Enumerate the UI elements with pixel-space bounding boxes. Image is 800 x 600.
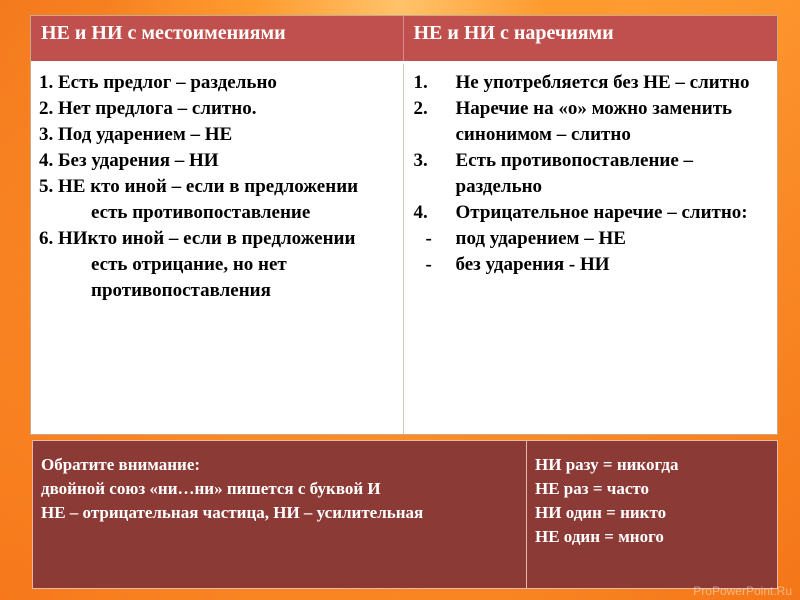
rules-table-header bbox=[31, 16, 777, 62]
example-line: НИ разу = никогда bbox=[535, 455, 679, 474]
list-item: 5. НЕ кто иной – если в предложении есть противопоставление bbox=[39, 175, 359, 223]
adverbs-cell bbox=[403, 62, 777, 434]
rules-table bbox=[31, 16, 777, 434]
attention-note bbox=[33, 441, 527, 589]
list-item: 4. Без ударения – НИ bbox=[39, 149, 219, 171]
list-item: 3. Под ударением – НЕ bbox=[39, 123, 233, 145]
list-item: - без ударения - НИ bbox=[425, 253, 610, 275]
rules-table-body bbox=[31, 62, 777, 434]
examples-note bbox=[527, 441, 778, 589]
list-item: 2. Нет предлога – слитно. bbox=[39, 97, 257, 119]
list-item: 6. НИкто иной – если в предложении есть отрицание, но нет противопоставления bbox=[39, 227, 356, 301]
note-line: двойной союз «ни…ни» пишется с буквой И bbox=[41, 479, 381, 498]
adverbs-rules-list bbox=[412, 70, 772, 278]
watermark: ProPowerPoint.Ru bbox=[693, 584, 792, 598]
list-item: 2. Наречие на «о» можно заменить синонимом – слитно bbox=[413, 97, 733, 145]
header-adverbs: НЕ и НИ с наречиями bbox=[403, 16, 777, 62]
header-pronouns: НЕ и НИ с местоимениями bbox=[31, 16, 403, 62]
example-line: НЕ раз = часто bbox=[535, 479, 650, 498]
example-line: НИ один = никто bbox=[535, 503, 667, 522]
notes-table bbox=[32, 440, 778, 589]
list-item: 1. Не употребляется без НЕ – слитно bbox=[413, 71, 750, 93]
example-line: НЕ один = много bbox=[535, 527, 664, 546]
list-item: - под ударением – НЕ bbox=[425, 227, 626, 249]
pronouns-rules-list bbox=[39, 70, 397, 304]
notes-row bbox=[33, 441, 778, 589]
pronouns-cell bbox=[31, 62, 403, 434]
note-line: Обратите внимание: bbox=[41, 455, 201, 474]
list-item: 4. Отрицательное наречие – слитно: bbox=[413, 201, 748, 223]
list-item: 3. Есть противопоставление – раздельно bbox=[413, 149, 694, 197]
note-line: НЕ – отрицательная частица, НИ – усилительная bbox=[41, 503, 424, 522]
list-item: 1. Есть предлог – раздельно bbox=[39, 71, 277, 93]
